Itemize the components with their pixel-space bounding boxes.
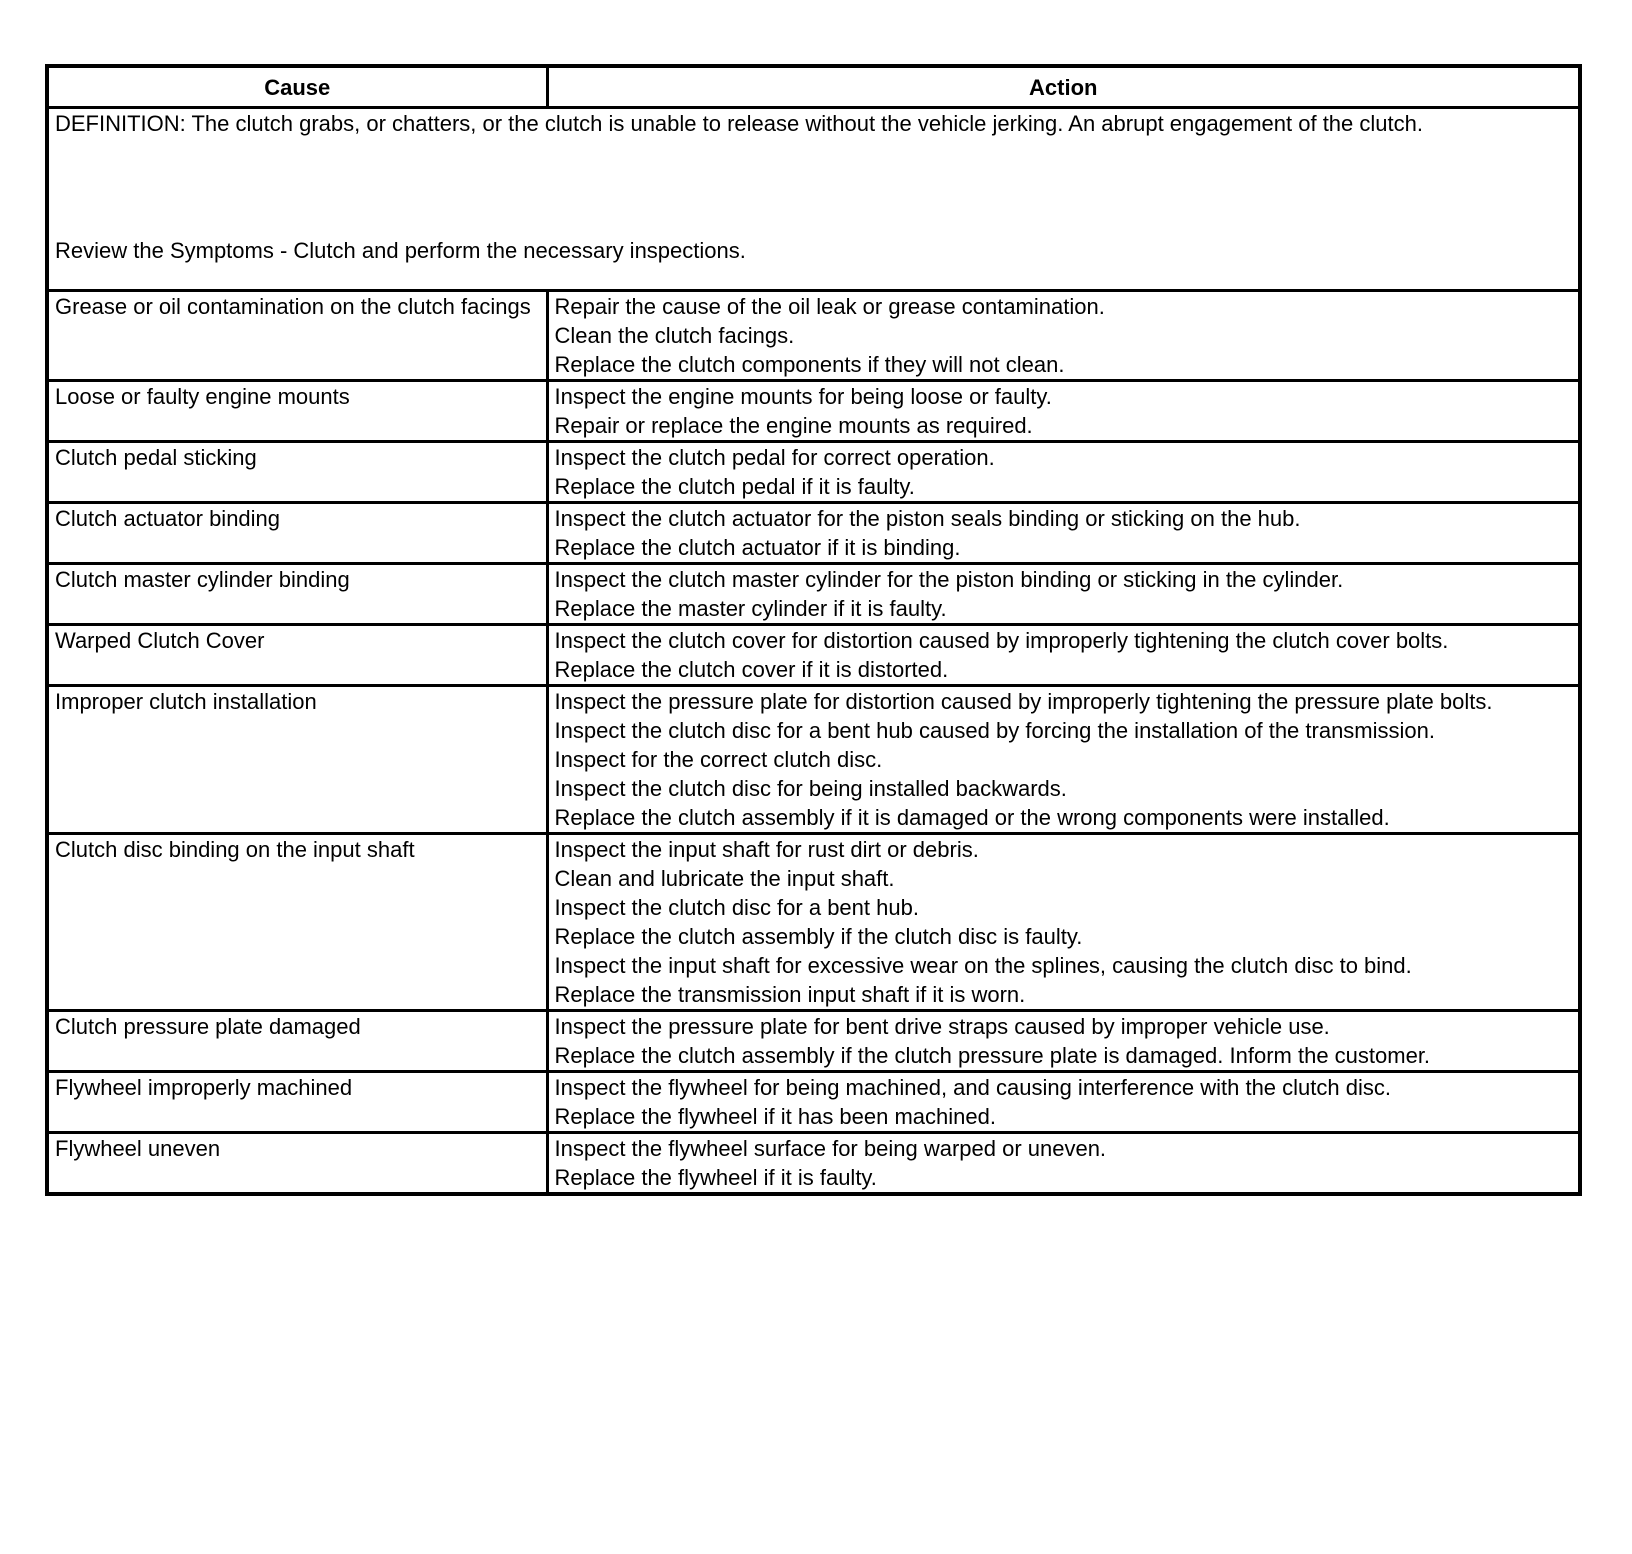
action-cell — [547, 834, 1580, 1011]
action-step: Clean the clutch facings. — [554, 323, 795, 348]
table-row — [47, 625, 1580, 686]
action-step: Inspect the clutch disc for being installed backwards. — [554, 776, 1067, 801]
review-symptoms-text: Review the Symptoms - Clutch and perform the necessary inspections. — [55, 238, 746, 263]
cause-cell: Clutch pedal sticking — [47, 442, 547, 503]
action-step: Inspect the input shaft for rust dirt or debris. — [554, 837, 979, 862]
definition-cell — [47, 108, 1580, 291]
action-step: Inspect the input shaft for excessive wear on the splines, causing the clutch disc to bind. — [554, 953, 1412, 978]
action-step: Inspect the clutch cover for distortion caused by improperly tightening the clutch cover bolts. — [554, 628, 1449, 653]
action-cell — [547, 686, 1580, 834]
action-step: Inspect the pressure plate for bent drive straps caused by improper vehicle use. — [554, 1014, 1330, 1039]
definition-row — [47, 108, 1580, 291]
table-row — [47, 381, 1580, 442]
action-step: Clean and lubricate the input shaft. — [554, 866, 895, 891]
action-step: Inspect the pressure plate for distortion caused by improperly tightening the pressure plate bolts. — [554, 689, 1493, 714]
table-body — [47, 108, 1580, 1195]
action-step: Replace the flywheel if it is faulty. — [554, 1165, 877, 1190]
action-step: Inspect the engine mounts for being loose or faulty. — [554, 384, 1052, 409]
table-row — [47, 834, 1580, 1011]
cause-cell: Grease or oil contamination on the clutch facings — [47, 291, 547, 381]
table-row — [47, 686, 1580, 834]
action-cell — [547, 1011, 1580, 1072]
table-row — [47, 1011, 1580, 1072]
action-cell — [547, 564, 1580, 625]
header-row — [47, 66, 1580, 108]
action-step: Inspect the flywheel for being machined, and causing interference with the clutch disc. — [554, 1075, 1391, 1100]
cause-cell: Clutch master cylinder binding — [47, 564, 547, 625]
action-step: Inspect the flywheel surface for being warped or uneven. — [554, 1136, 1107, 1161]
action-step: Repair the cause of the oil leak or grease contamination. — [554, 294, 1105, 319]
action-step: Inspect the clutch disc for a bent hub caused by forcing the installation of the transmission. — [554, 718, 1435, 743]
table-row — [47, 564, 1580, 625]
action-step: Inspect the clutch pedal for correct operation. — [554, 445, 995, 470]
table-row — [47, 442, 1580, 503]
action-step: Replace the master cylinder if it is faulty. — [554, 596, 947, 621]
action-step: Inspect for the correct clutch disc. — [554, 747, 883, 772]
cause-cell: Flywheel improperly machined — [47, 1072, 547, 1133]
table-row — [47, 291, 1580, 381]
action-cell — [547, 381, 1580, 442]
action-cell — [547, 1133, 1580, 1195]
action-cell — [547, 291, 1580, 381]
action-step: Replace the clutch actuator if it is binding. — [554, 535, 961, 560]
cause-header: Cause — [47, 66, 547, 108]
action-step: Inspect the clutch actuator for the piston seals binding or sticking on the hub. — [554, 506, 1301, 531]
action-step: Replace the clutch pedal if it is faulty. — [554, 474, 915, 499]
cause-cell: Clutch pressure plate damaged — [47, 1011, 547, 1072]
table-row — [47, 503, 1580, 564]
action-step: Replace the clutch assembly if the clutch disc is faulty. — [554, 924, 1083, 949]
cause-cell: Warped Clutch Cover — [47, 625, 547, 686]
action-step: Replace the transmission input shaft if it is worn. — [554, 982, 1026, 1007]
action-step: Replace the clutch assembly if the clutch pressure plate is damaged. Inform the customer. — [554, 1043, 1431, 1068]
cause-cell: Flywheel uneven — [47, 1133, 547, 1195]
action-cell — [547, 1072, 1580, 1133]
cause-cell: Clutch disc binding on the input shaft — [47, 834, 547, 1011]
action-step: Replace the clutch components if they will not clean. — [554, 352, 1065, 377]
action-step: Inspect the clutch master cylinder for the piston binding or sticking in the cylinder. — [554, 567, 1344, 592]
action-step: Inspect the clutch disc for a bent hub. — [554, 895, 919, 920]
action-step: Replace the clutch assembly if it is damaged or the wrong components were installed. — [554, 805, 1390, 830]
cause-cell: Clutch actuator binding — [47, 503, 547, 564]
action-step: Replace the flywheel if it has been machined. — [554, 1104, 996, 1129]
table-row — [47, 1133, 1580, 1195]
definition-text: DEFINITION: The clutch grabs, or chatters, or the clutch is unable to release without the vehicle jerking. An abrupt engagement of the clutch. — [55, 111, 1423, 136]
diagnostic-table — [45, 64, 1582, 1196]
action-cell — [547, 625, 1580, 686]
table-row — [47, 1072, 1580, 1133]
cause-cell: Loose or faulty engine mounts — [47, 381, 547, 442]
action-cell — [547, 442, 1580, 503]
action-cell — [547, 503, 1580, 564]
cause-cell: Improper clutch installation — [47, 686, 547, 834]
action-step: Repair or replace the engine mounts as required. — [554, 413, 1033, 438]
action-step: Replace the clutch cover if it is distorted. — [554, 657, 949, 682]
action-header: Action — [547, 66, 1580, 108]
